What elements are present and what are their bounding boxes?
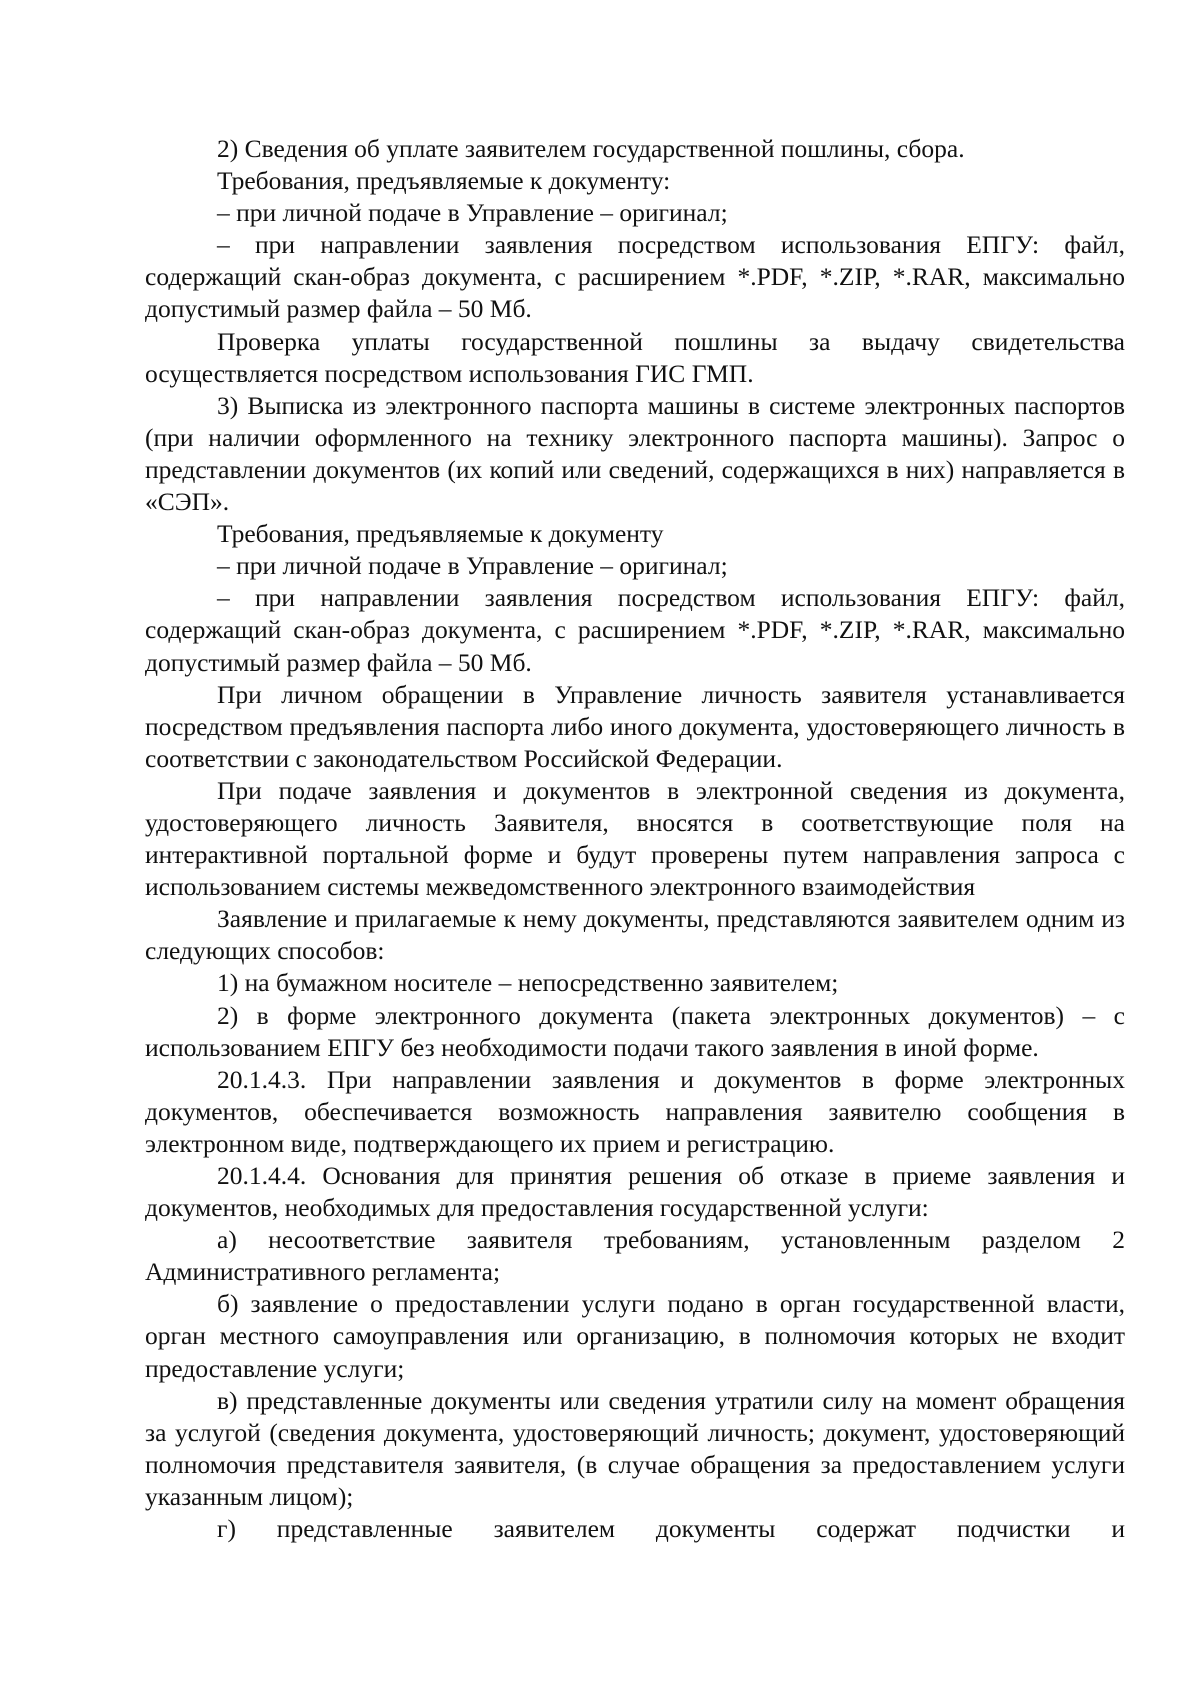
paragraph-item-b: б) заявление о предоставлении услуги подано в орган государственной власти, орган местного самоуправления или организацию, в полномочия которых не входит предоставление услуги;: [145, 1289, 1125, 1383]
paragraph-personal-submission: – при личной подаче в Управление – оригинал;: [217, 198, 728, 228]
paragraph-fee-check: Проверка уплаты государственной пошлины за выдачу свидетельства осуществляется посредством использования ГИС ГМП.: [145, 326, 1125, 388]
paragraph-item-v: в) представленные документы или сведения утратили силу на момент обращения за услугой (сведения документа, удостоверяющий личность; документ, удостоверяющий полномочия представителя заявителя, (в случае обращения за предоставлением услуги указанным лицом);: [145, 1385, 1125, 1511]
paragraph-fee-info: 2) Сведения об уплате заявителем государственной пошлины, сбора.: [217, 134, 965, 163]
paragraph-requirements-heading: Требования, предъявляемые к документу:: [217, 166, 671, 196]
paragraph-item-a: а) несоответствие заявителя требованиям, установленным разделом 2 Административного регламента;: [145, 1225, 1125, 1287]
paragraph-method-paper: 1) на бумажном носителе – непосредственно заявителем;: [217, 968, 839, 998]
paragraph-epassport-extract: 3) Выписка из электронного паспорта машины в системе электронных паспортов (при наличии оформленного на технику электронного паспорта машины). Запрос о представлении документов (их копий или сведений, содержащихся в них) направляется в «СЭП».: [145, 390, 1125, 517]
paragraph-identity-electronic: При подаче заявления и документов в электронной сведения из документа, удостоверяющего личность Заявителя, вносятся в соответствующие поля на интерактивной портальной форме и будут проверены путем направления запроса с использованием системы межведомственного электронного взаимодействия: [145, 775, 1125, 902]
paragraph-personal-submission-2: – при личной подаче в Управление – оригинал;: [217, 551, 728, 581]
paragraph-submission-methods: Заявление и прилагаемые к нему документы, представляются заявителем одним из следующих способов:: [145, 904, 1125, 966]
paragraph-epgu-file: – при направлении заявления посредством использования ЕПГУ: файл, содержащий скан-образ документа, с расширением *.PDF, *.ZIP, *.RAR, максимально допустимый размер файла – 50 Мб.: [145, 230, 1125, 324]
paragraph-epgu-file-2: – при направлении заявления посредством использования ЕПГУ: файл, содержащий скан-образ документа, с расширением *.PDF, *.ZIP, *.RAR, максимально допустимый размер файла – 50 Мб.: [145, 583, 1125, 677]
paragraph-requirements-heading-2: Требования, предъявляемые к документу: [217, 519, 664, 549]
document-page: [145, 133, 1125, 1545]
paragraph-section-20-1-4-4: 20.1.4.4. Основания для принятия решения об отказе в приеме заявления и документов, необходимых для предоставления государственной услуги:: [145, 1161, 1125, 1223]
paragraph-section-20-1-4-3: 20.1.4.3. При направлении заявления и документов в форме электронных документов, обеспечивается возможность направления заявителю сообщения в электронном виде, подтверждающего их прием и регистрацию.: [145, 1064, 1125, 1158]
paragraph-method-electronic: 2) в форме электронного документа (пакета электронных документов) – с использованием ЕПГУ без необходимости подачи такого заявления в иной форме.: [145, 1000, 1125, 1062]
paragraph-item-g: г) представленные заявителем документы содержат подчистки и: [217, 1514, 1125, 1544]
paragraph-identity-personal: При личном обращении в Управление личность заявителя устанавливается посредством предъявления паспорта либо иного документа, удостоверяющего личность в соответствии с законодательством Российской Федерации.: [145, 679, 1125, 773]
